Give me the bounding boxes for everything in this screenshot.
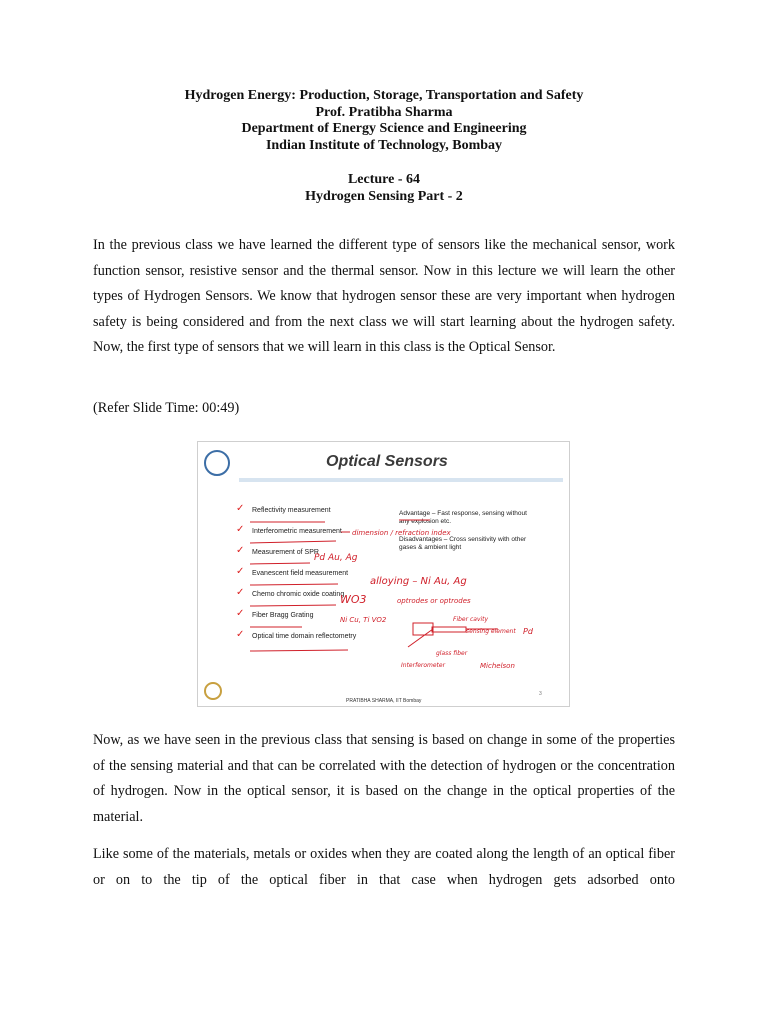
slide-item-evanescent: ✓ Evanescent field measurement	[236, 566, 349, 577]
slide-item-chemochromic: ✓ Chemo chromic oxide coating	[236, 587, 345, 598]
underline-interferometric	[250, 541, 336, 543]
slide-item-reflectivity: ✓ Reflectivity measurement	[236, 503, 331, 514]
slide-item-fbg: ✓ Fiber Bragg Grating	[236, 608, 314, 619]
paragraph-coatings: Like some of the materials, metals or oxides when they are coated along the length of an optical fiber or on to the tip of the optical fiber in that case when hydrogen gets adsorbed onto	[93, 846, 675, 888]
slide-disadvantage: Disadvantages – Cross sensitivity with other gases & ambient light	[399, 536, 527, 551]
underline-evanescent	[250, 584, 338, 585]
annotation-wo3: WO3	[340, 593, 367, 606]
annotation-alloying: alloying – Ni Au, Ag	[370, 576, 467, 587]
checkmark-icon: ✓	[236, 545, 245, 556]
annotation-fiber-cavity: Fiber cavity	[453, 616, 489, 623]
annotation-optrodes: optrodes or optrodes	[397, 597, 471, 605]
slide-item-interferometric: ✓ Interferometric measurement	[236, 524, 342, 535]
checkmark-icon: ✓	[236, 566, 245, 577]
slide-title: Optical Sensors	[326, 453, 448, 470]
checkmark-icon: ✓	[236, 629, 245, 640]
slide-page-number: 3	[539, 691, 542, 697]
underline-otdr	[250, 650, 348, 651]
lecture-number: Lecture - 64	[347, 172, 421, 187]
annotation-michelson: Michelson	[480, 662, 515, 670]
refer-slide-time: (Refer Slide Time: 00:49)	[93, 400, 240, 416]
professor-name: Prof. Pratibha Sharma	[315, 104, 453, 120]
slide-advantage: Advantage – Fast response, sensing without any explosion etc.	[399, 510, 527, 525]
annotation-pd-au-ag: Pd Au, Ag	[314, 553, 358, 563]
checkmark-icon: ✓	[236, 587, 245, 598]
paragraph-intro: In the previous class we have learned the different type of sensors like the mechanical sensor, work function sensor, resistive sensor and the thermal sensor. Now in this lecture we will learn the other types of Hydrogen Sensors. We know that hydrogen sensor these are very important when hydrogen safety is being considered and from the next class we will start learning about the hydrogen safety. Now, the first type of sensors that we will learn in this class is the Optical Sensor.	[93, 237, 675, 355]
nptel-logo-icon	[204, 682, 222, 700]
handwritten-annotations	[198, 442, 571, 708]
arrow-interferometer	[408, 629, 433, 647]
slide-item-otdr: ✓ Optical time domain reflectometry	[236, 629, 357, 640]
institute-name: Indian Institute of Technology, Bombay	[265, 137, 503, 153]
lecture-title: Hydrogen Sensing Part - 2	[305, 188, 463, 204]
annotation-dimension: dimension / refraction index	[352, 529, 451, 537]
document-header	[0, 88, 768, 154]
underline-chemochromic	[250, 605, 336, 606]
slide-image	[197, 441, 570, 707]
sensor-box	[413, 623, 433, 635]
slide-footer: PRATIBHA SHARMA, IIT Bombay	[346, 698, 422, 704]
annotation-pd: Pd	[523, 627, 533, 636]
department-name: Department of Energy Science and Engineering	[241, 121, 527, 136]
annotation-ni-cu-ti: Ni Cu, Ti VO2	[340, 616, 387, 624]
lecture-heading	[0, 172, 768, 205]
slide-item-spr: ✓ Measurement of SPR	[236, 545, 319, 556]
annotation-interferometer: Interferometer	[401, 662, 446, 669]
paragraph-sensing-basis: Now, as we have seen in the previous class that sensing is based on change in some of the properties of the sensing material and that can be correlated with the detection of hydrogen or the concentration of hydrogen. Now in the optical sensor, it is based on the change in the optical properties of the material.	[93, 732, 675, 825]
underline-spr	[250, 563, 310, 564]
annotation-glass-fiber: glass fiber	[436, 650, 468, 657]
fiber-element	[432, 627, 466, 632]
checkmark-icon: ✓	[236, 608, 245, 619]
checkmark-icon: ✓	[236, 524, 245, 535]
course-title: Hydrogen Energy: Production, Storage, Transportation and Safety	[184, 88, 584, 103]
annotation-sensing-element: sensing element	[466, 628, 516, 635]
checkmark-icon: ✓	[236, 503, 245, 514]
